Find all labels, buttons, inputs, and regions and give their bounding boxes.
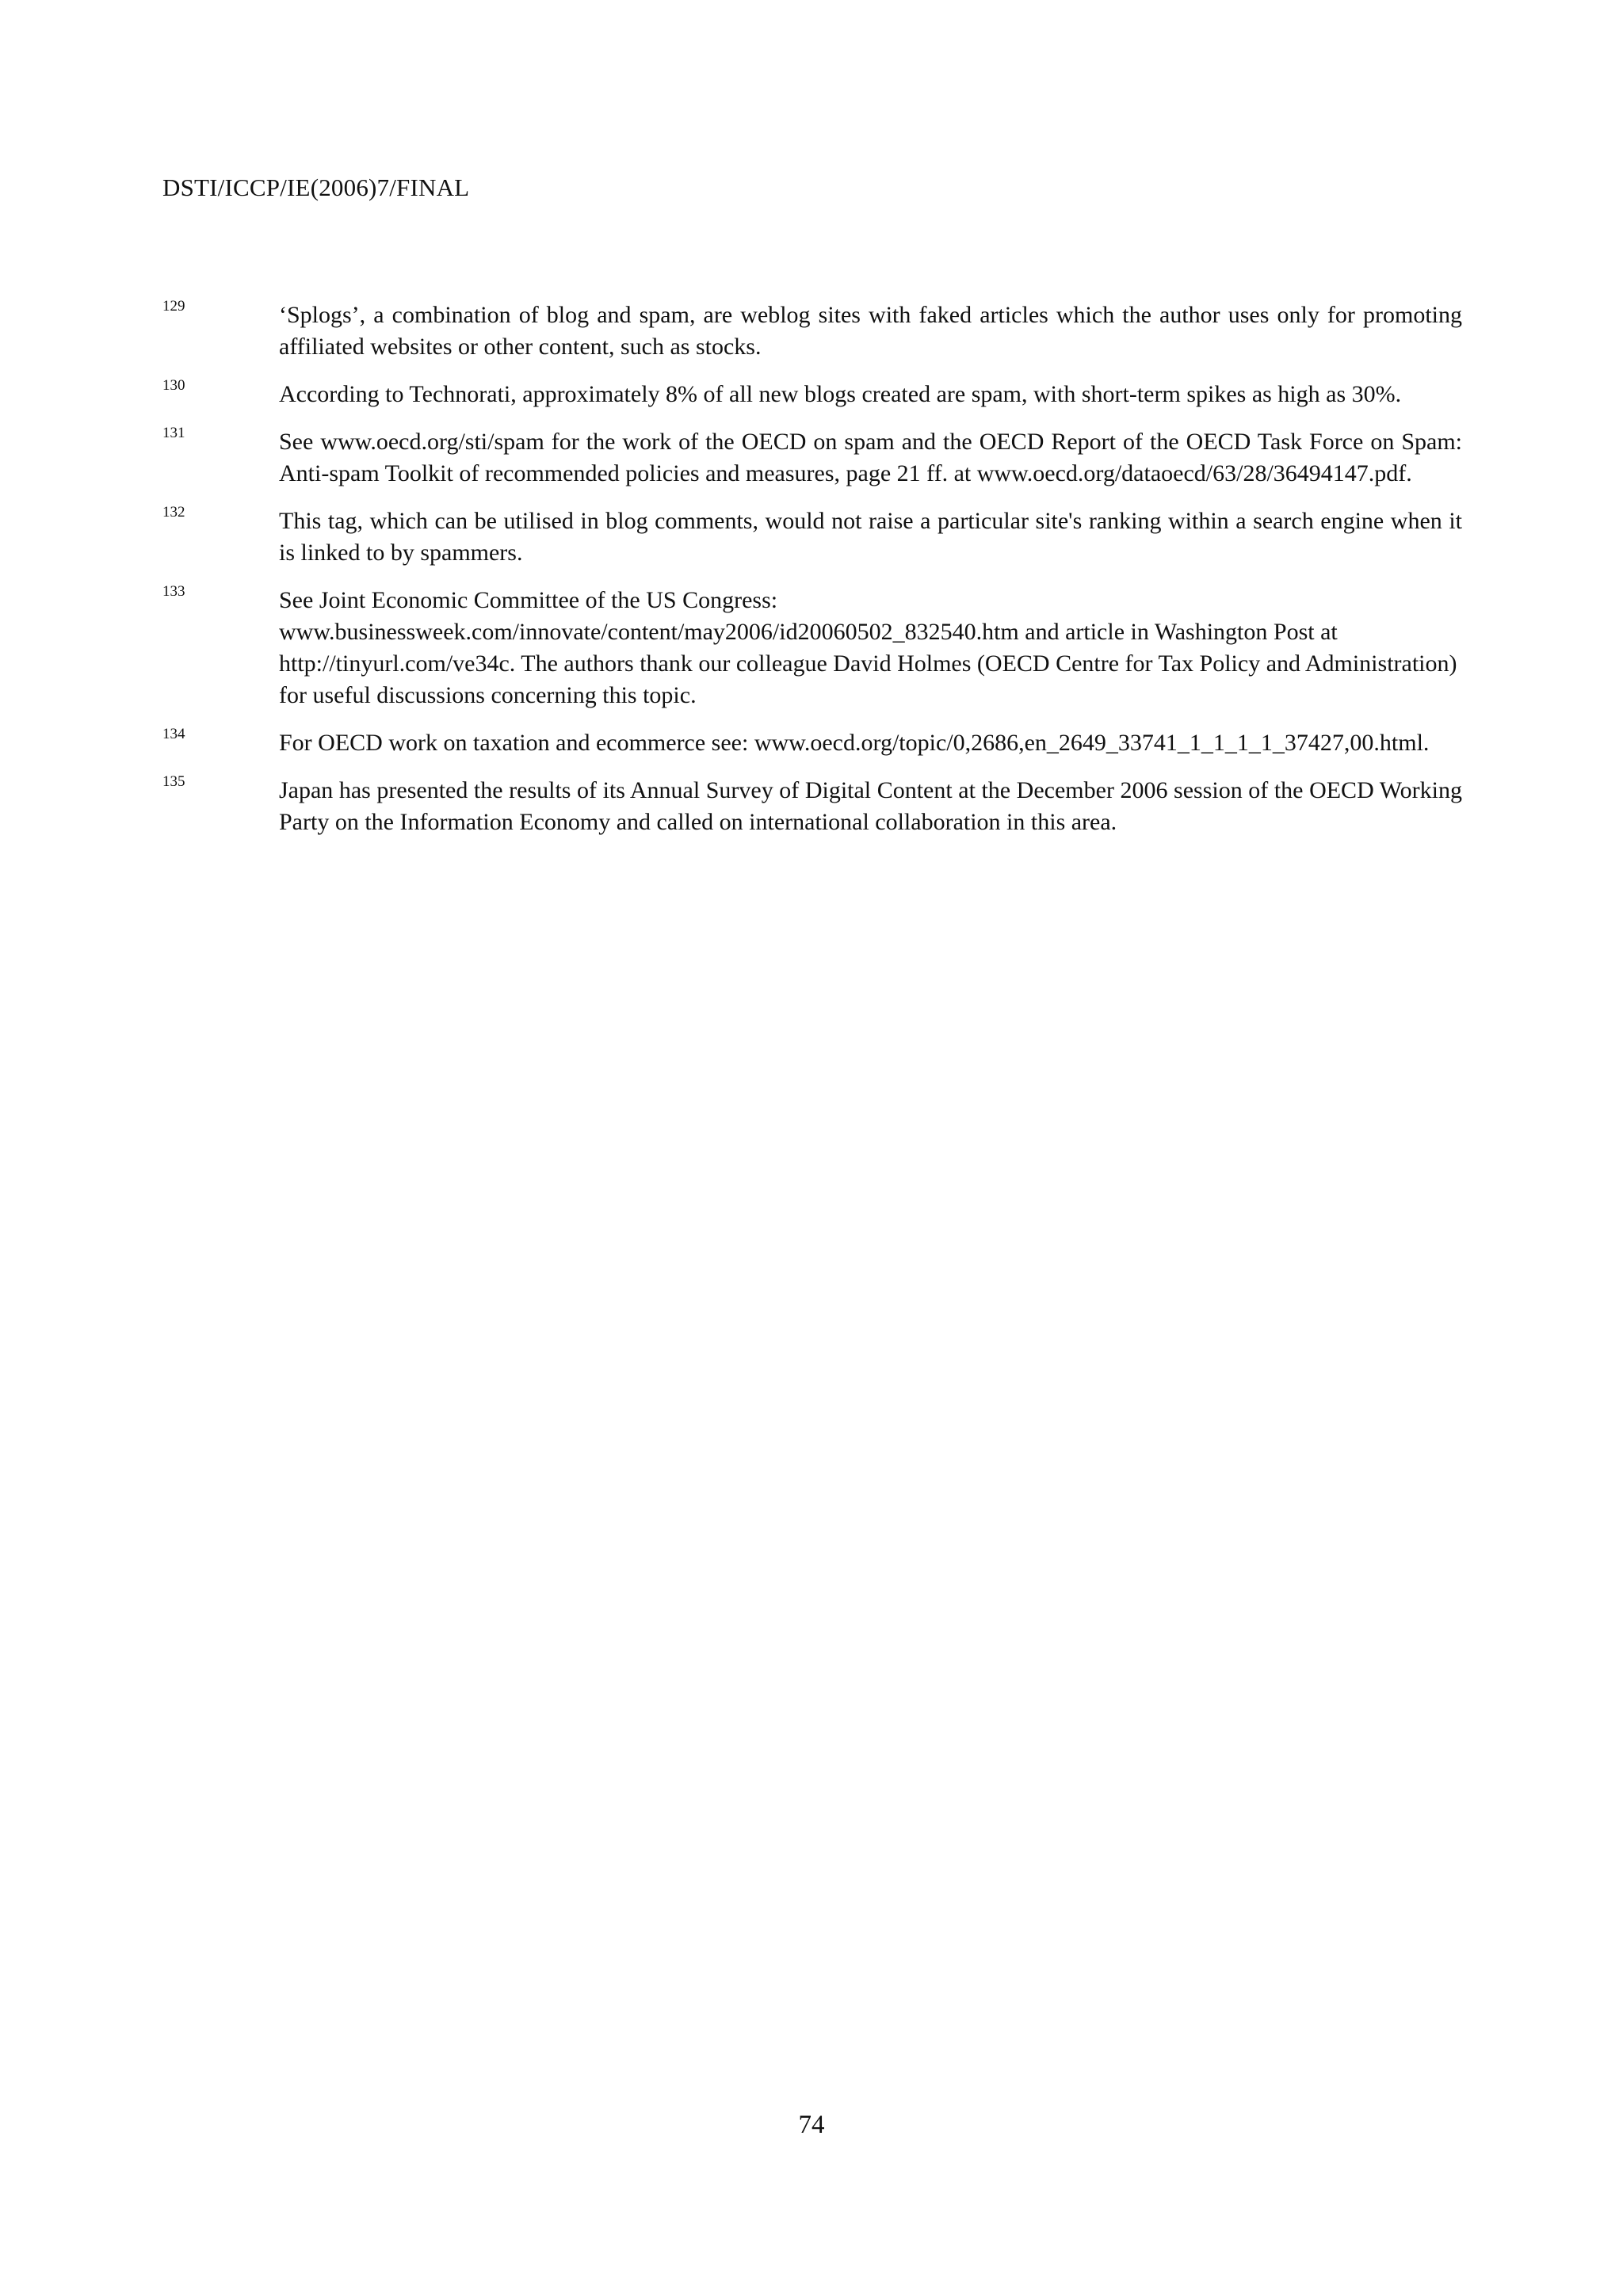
page-number: 74 [798,2111,825,2139]
footnote-text: Japan has presented the results of its Annual Survey of Digital Content at the December 2006 session of the OECD Working Party on the Information Economy and called on international collaboration in this area. [279,777,1462,835]
footnote-text: See Joint Economic Committee of the US Congress: www.businessweek.com/innovate/content/may2006/id20060502_832540.htm and article in Washington Post at http://tinyurl.com/ve34c. The authors thank our colleague David Holmes (OECD Centre for Tax Policy and Administration) for useful discussions concerning this topic. [279,587,1457,708]
footnote-number: 132 [162,504,185,521]
footnote-text: For OECD work on taxation and ecommerce see: www.oecd.org/topic/0,2686,en_2649_33741_1_1_1_1_37427,00.html. [279,730,1430,756]
footnote-number: 131 [162,425,185,441]
footnote-132 [162,505,1462,569]
footnote-number: 135 [162,773,185,790]
footnote-129 [162,299,1462,363]
footnote-number: 134 [162,726,185,742]
footnote-list [162,299,1462,854]
footnote-text: This tag, which can be utilised in blog comments, would not raise a particular site's ranking within a search engine when it is linked to by spammers. [279,508,1462,566]
document-code-header: DSTI/ICCP/IE(2006)7/FINAL [162,174,470,201]
footnote-text: See www.oecd.org/sti/spam for the work of the OECD on spam and the OECD Report of the OECD Task Force on Spam: Anti-spam Toolkit of recommended policies and measures, page 21 ff. at www.oecd.org/dataoecd/63/28/36494147.pdf. [279,429,1462,486]
footnote-131 [162,426,1462,490]
footnote-135 [162,775,1462,838]
footnote-130 [162,379,1462,410]
footnote-text: According to Technorati, approximately 8% of all new blogs created are spam, with short-term spikes as high as 30%. [279,381,1402,407]
footnote-text: ‘Splogs’, a combination of blog and spam, are weblog sites with faked articles which the author uses only for promoting affiliated websites or other content, such as stocks. [279,302,1462,360]
footnote-number: 129 [162,298,185,315]
footnote-number: 133 [162,583,185,600]
footnote-133 [162,585,1462,711]
footnote-number: 130 [162,377,185,394]
footnote-134 [162,727,1462,759]
